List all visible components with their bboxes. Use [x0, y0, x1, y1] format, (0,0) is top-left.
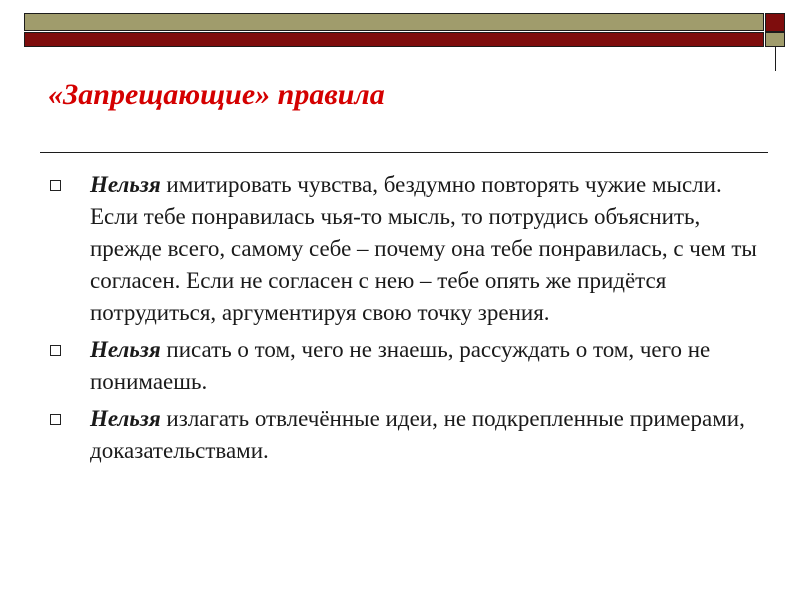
header-corner-square-olive — [765, 32, 785, 47]
bullet-item-1 — [50, 169, 760, 329]
title-divider — [40, 152, 768, 153]
slide-title: «Запрещающие» правила — [48, 78, 385, 111]
hollow-square-bullet-icon — [50, 345, 61, 356]
hollow-square-bullet-icon — [50, 180, 61, 191]
bullet-text: излагать отвлечённые идеи, не подкрепленные примерами, доказательствами. — [90, 406, 745, 463]
bullet-list — [50, 169, 760, 467]
bullet-keyword: Нельзя — [90, 337, 161, 362]
bullet-item-2 — [50, 334, 760, 398]
bullet-item-3 — [50, 403, 760, 467]
header-vertical-line — [775, 47, 776, 71]
header-bar-olive — [24, 13, 764, 31]
bullet-text: имитировать чувства, бездумно повторять чужие мысли. Если тебе понравилась чья-то мысль, то потрудись объяснить, прежде всего, самому себе – почему она тебе понравилась, с чем ты согласен. Если не согласен с нею – тебе опять же придётся потрудиться, аргументируя свою точку зрения. — [90, 172, 757, 325]
bullet-text: писать о том, чего не знаешь, рассуждать о том, чего не понимаешь. — [90, 337, 711, 394]
header-corner-square-red — [765, 13, 785, 32]
bullet-keyword: Нельзя — [90, 406, 161, 431]
header-bar-red — [24, 32, 764, 47]
bullet-keyword: Нельзя — [90, 172, 161, 197]
hollow-square-bullet-icon — [50, 414, 61, 425]
